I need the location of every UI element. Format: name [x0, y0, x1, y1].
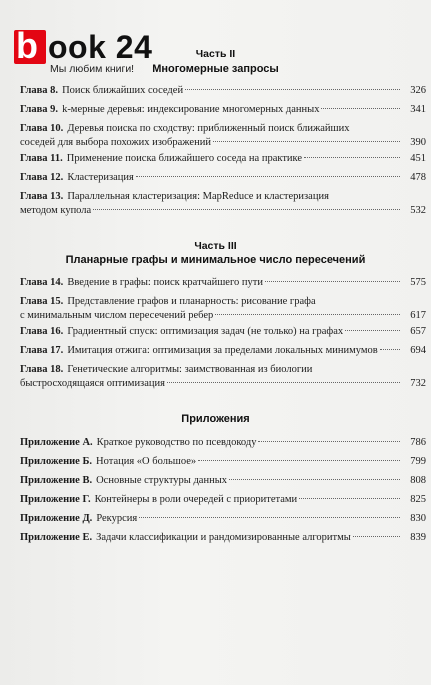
toc-entry-label: Глава 16. [20, 326, 64, 337]
part3-title: Планарные графы и минимальное число пересечений [65, 254, 366, 266]
toc-entry [20, 531, 426, 545]
toc-entry-label: Глава 15. [20, 296, 64, 307]
toc-entry-label: Глава 10. [20, 123, 64, 134]
page-number: 657 [410, 326, 426, 337]
page-number: 808 [410, 475, 426, 486]
page-number: 532 [410, 204, 426, 216]
page-number: 799 [410, 456, 426, 467]
part2-title: Многомерные запросы [152, 63, 279, 75]
toc-entry-title: Генетические алгоритмы: заимствованная из биологии [67, 364, 313, 375]
toc-entry-label: Глава 14. [20, 277, 64, 288]
toc-entry-label: Глава 11. [20, 153, 63, 164]
page-number: 326 [410, 85, 426, 96]
appendix-title: Приложения [181, 413, 250, 425]
logo-word: ook 24 [48, 29, 153, 65]
leader-dots [265, 281, 400, 282]
toc-entry-title: Рекурсия [96, 513, 138, 524]
page-number: 839 [410, 532, 426, 543]
toc-entry [20, 344, 426, 358]
toc-entry-label: Глава 8. [20, 85, 59, 96]
toc-entry [20, 171, 426, 185]
logo-letter: b [16, 25, 38, 66]
toc-entry-label: Приложение Б. [20, 456, 93, 467]
toc-entry-title-cont: с минимальным числом пересечений ребер [20, 309, 214, 321]
leader-dots [353, 536, 400, 537]
leader-dots [299, 498, 400, 499]
toc-entry-title: Деревья поиска по сходству: приближенный поиск ближайших [67, 123, 350, 134]
toc-entry [20, 455, 426, 469]
leader-dots [215, 314, 400, 315]
leader-dots [198, 460, 400, 461]
leader-dots [213, 141, 400, 142]
page-number: 617 [410, 309, 426, 321]
toc-entry [20, 512, 426, 526]
page-number: 575 [410, 277, 426, 288]
leader-dots [139, 517, 400, 518]
leader-dots [380, 349, 400, 350]
toc-entry-title-cont: соседей для выбора похожих изображений [20, 136, 211, 148]
toc-entry [20, 325, 426, 339]
toc-entry-title: Кластеризация [67, 172, 134, 183]
toc-entry-title: Контейнеры в роли очередей с приоритетами [94, 494, 298, 505]
toc-entry-title: Введение в графы: поиск кратчайшего пути [67, 277, 263, 288]
toc-entry-title: Представление графов и планарность: рисование графа [67, 296, 316, 307]
toc-entry-label: Глава 18. [20, 364, 64, 375]
page-number: 451 [410, 153, 426, 164]
part2-label: Часть II [195, 48, 236, 60]
toc-entry-title: Параллельная кластеризация: MapReduce и кластеризация [67, 191, 329, 202]
toc-entry-label: Приложение Г. [20, 494, 91, 505]
part3-label: Часть III [194, 240, 237, 252]
leader-dots [304, 157, 400, 158]
page-number: 732 [410, 377, 426, 389]
toc-entry-title-cont: быстросходящаяся оптимизация [20, 377, 165, 389]
leader-dots [185, 89, 400, 90]
leader-dots [167, 382, 400, 383]
toc-entry-title: Применение поиска ближайшего соседа на практике [66, 153, 303, 164]
toc-entry-label: Приложение В. [20, 475, 93, 486]
toc-entry-title-cont: методом купола [20, 204, 92, 216]
page-number: 694 [410, 345, 426, 356]
toc-entry-label: Глава 9. [20, 104, 59, 115]
toc-entry [20, 190, 426, 217]
toc-entry [20, 84, 426, 98]
page-number: 341 [410, 104, 426, 115]
toc-entry-label: Глава 13. [20, 191, 64, 202]
toc-entry-title: Градиентный спуск: оптимизация задач (не только) на графах [67, 326, 344, 337]
leader-dots [345, 330, 400, 331]
leader-dots [136, 176, 400, 177]
leader-dots [321, 108, 400, 109]
logo-tagline: Мы любим книги! [50, 63, 135, 75]
page-number: 478 [410, 172, 426, 183]
toc-entry [20, 103, 426, 117]
toc-entry-title: k-мерные деревья: индексирование многомерных данных [62, 104, 320, 115]
toc-entry [20, 152, 426, 166]
page-number: 390 [410, 136, 426, 148]
toc-entry [20, 474, 426, 488]
toc-entry-title: Имитация отжига: оптимизация за пределами локальных минимумов [67, 345, 378, 356]
toc-entry-title: Поиск ближайших соседей [62, 85, 184, 96]
toc-entry-label: Глава 12. [20, 172, 64, 183]
toc-entry-label: Глава 17. [20, 345, 64, 356]
leader-dots [258, 441, 400, 442]
leader-dots [229, 479, 400, 480]
toc-entry-title: Нотация «О большое» [96, 456, 197, 467]
page-number: 786 [410, 437, 426, 448]
toc-entry [20, 295, 426, 322]
toc-entry [20, 436, 426, 450]
toc-entry-title: Краткое руководство по псевдокоду [96, 437, 257, 448]
toc-entry [20, 363, 426, 390]
toc-entry-title: Задачи классификации и рандомизированные алгоритмы [96, 532, 351, 543]
toc-entry-label: Приложение А. [20, 437, 93, 448]
leader-dots [93, 209, 400, 210]
toc-entry-label: Приложение Е. [20, 532, 93, 543]
page-number: 825 [410, 494, 426, 505]
page-number: 830 [410, 513, 426, 524]
toc-entry [20, 493, 426, 507]
toc-entry-title: Основные структуры данных [96, 475, 228, 486]
toc-entry [20, 276, 426, 290]
toc-entry [20, 122, 426, 149]
toc-entry-label: Приложение Д. [20, 513, 93, 524]
